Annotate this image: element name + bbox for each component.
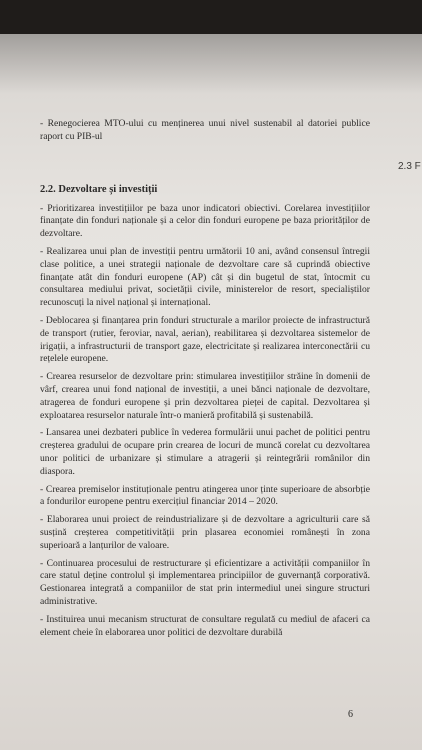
paragraph: - Lansarea unei dezbateri publice în vederea formulării unui pachet de politici pentru creșterea gradului de ocupare prin crearea de locuri de muncă corelat cu dezvoltarea unor politici de urbanizare și stimulare a atragerii și reintegrării românilor din diaspora. bbox=[40, 427, 370, 477]
paragraph: - Continuarea procesului de restructurare și eficientizare a activității companiilor în care statul deține controlul și implementarea principiilor de guvernanță corporativă. Gestionarea integrată a companiilor de stat prin intermediul unei singure structuri administrative. bbox=[40, 557, 370, 607]
page-shadow bbox=[0, 34, 422, 94]
intro-paragraph: - Renegocierea MTO-ului cu menținerea unui nivel sustenabil al datoriei publice raport cu PIB-ul bbox=[40, 118, 370, 142]
paragraph: - Crearea premiselor instituționale pentru atingerea unor ținte superioare de absorbție a fondurilor europene pentru exercițiul financiar 2014 – 2020. bbox=[40, 483, 370, 508]
next-page-label: 2.3 F bbox=[398, 161, 421, 172]
section-title: 2.2. Dezvoltare și investiții bbox=[40, 183, 158, 195]
page-content bbox=[40, 118, 370, 644]
paragraph: - Realizarea unui plan de investiții pentru următorii 10 ani, având consensul întregii clase politice, a unei strategii naționale de dezvoltare care să cuprindă obiective finanțate atât din fonduri europene (AP) cât și din bugetul de stat, întocmit cu consultarea mediului privat, societății civile, ministerelor de resort, specialiștilor recunoscuți la nivel național și internațional. bbox=[40, 245, 370, 309]
page-number: 6 bbox=[348, 709, 353, 720]
document-page bbox=[0, 34, 422, 750]
paragraph: - Prioritizarea investițiilor pe baza unor indicatori obiectivi. Corelarea investițiilor finanțate din fonduri naționale și a celor din fonduri europene pe baza priorităților de dezvoltare. bbox=[40, 202, 370, 240]
paragraph: - Instituirea unui mecanism structurat de consultare regulată cu mediul de afaceri ca element cheie în elaborarea unor politici de dezvoltare durabilă bbox=[40, 613, 370, 638]
paragraph: - Deblocarea și finanțarea prin fonduri structurale a marilor proiecte de infrastructură de transport (rutier, feroviar, naval, aerian), reabilitarea și dezvoltarea sistemelor de irigații, a infrastructurii de transport gaze, electricitate și realizarea interconectării cu rețelele europene. bbox=[40, 314, 370, 365]
paragraph: - Crearea resurselor de dezvoltare prin: stimularea investițiilor străine în domenii de vârf, crearea unui fond național de investiții, a unei bănci naționale de dezvoltare, atragerea de fonduri europene și prin dezvoltarea pieței de capital. Dezvoltarea și exploatarea resurselor naturale într-o manieră profitabilă și sustenabilă. bbox=[40, 371, 370, 421]
paragraph: - Elaborarea unui proiect de reindustrializare și de dezvoltare a agriculturii care să susțină creșterea competitivității prin plasarea economiei românești în zona superioară a lanțurilor de valoare. bbox=[40, 514, 370, 551]
